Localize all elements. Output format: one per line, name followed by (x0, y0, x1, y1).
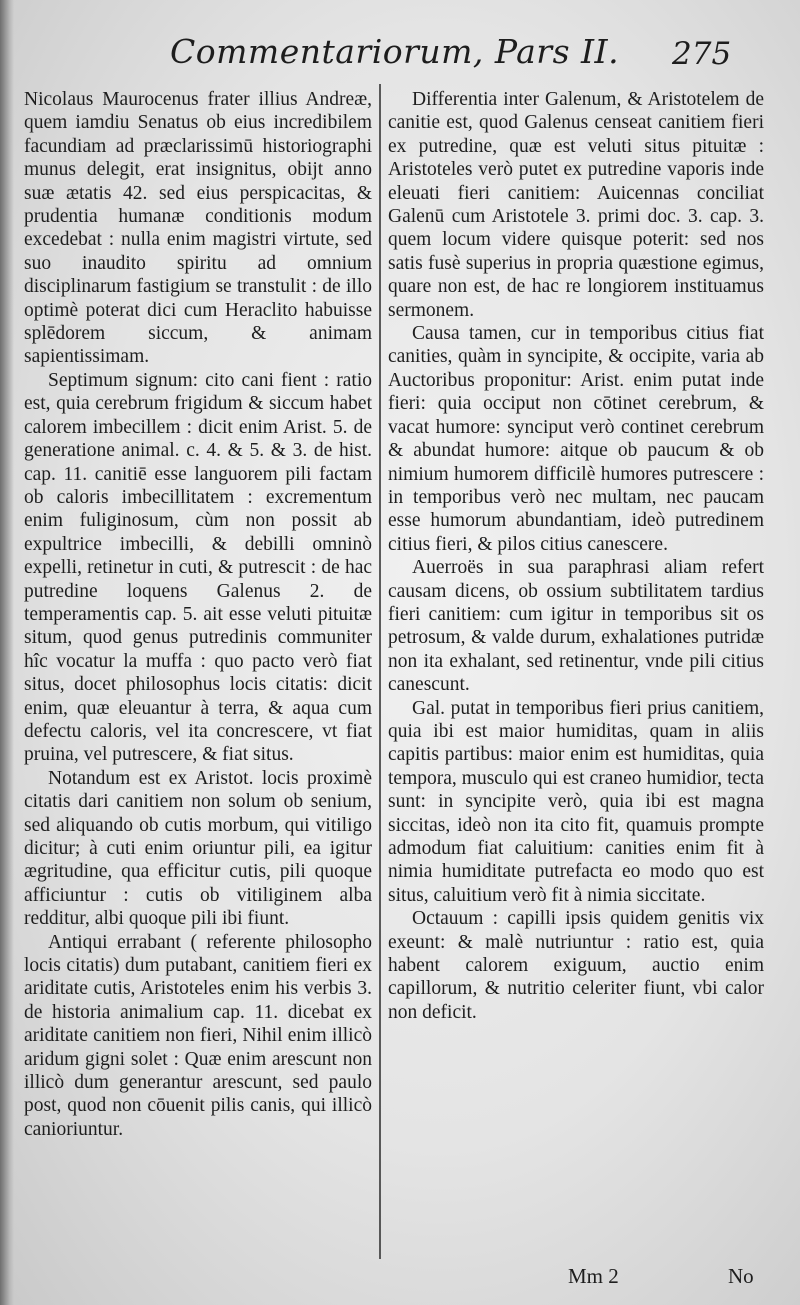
paragraph: Differentia inter Galenum, & Aristotelem de canitie est, quod Galenus censeat canitiem fieri ex putredine, quæ est veluti situs pituitæ : Aristoteles verò putet ex putredine vaporis inde eleuati fieri canitiem: Auicennas conciliat Galenū cum Aristotele 3. primi doc. 3. cap. 3. quem locum videre quisque poterit: sed nos satis fusè superius in propria quæstione egimus, quare non est, de hac re longiorem instituamus sermonem. (388, 89, 764, 321)
page-header (0, 30, 800, 90)
paragraph: Nicolaus Maurocenus frater illius Andreæ, quem iamdiu Senatus ob eius incredibilem facundiam ad præclarissimū historiographi munus delegit, erat insignitus, obijt anno suæ ætatis 42. sed eius perspicacitas, & prudentia humanæ conditionis modum excedebat : nulla enim magistri virtute, sed suo inaudito spiritu ad omnium disciplinarum fastigium se transtulit : de illo optimè poterat dici cum Heraclito habuisse splēdorem siccum, & animam sapientissimam. (24, 89, 372, 368)
paragraph: Notandum est ex Aristot. locis proximè citatis dari canitiem non solum ob senium, sed aliquando ob cutis morbum, qui vitiligo dicitur; à cuti enim oriuntur pili, ea igitur ægritudine, qua efficitur cutis, pili quoque afficiuntur : cutis ob vitiliginem alba redditur, albi quoque pili ibi fiunt. (24, 767, 372, 930)
paragraph: Septimum signum: cito cani fient : ratio est, quia cerebrum frigidum & siccum habet calorem imbecillem : dicit enim Arist. 5. de generatione animal. c. 4. & 5. & 3. de hist. cap. 11. canitiē esse languorem pili factam ob caloris imbecillitatem : excrementum enim fuliginosum, cùm non possit ab expultrice imbecilli, & debilli omninò expelli, retinetur in cuti, & putrescit : de hac putredine loquens Galenus 2. de temperamentis cap. 5. ait esse veluti pituitæ situm, quod genus putredinis communiter hîc vocatur la muffa : quo pacto verò fiat situs, docet philosophus locis citatis: dicit enim, quæ eleuantur à terra, & aqua cum defectu caloris, vel ita concrescere, vt fiat pruina, vel putrescere, & fiat situs. (24, 369, 372, 766)
signature-mark: Mm 2 (568, 1264, 619, 1288)
running-head: Commentariorum, Pars II. (170, 32, 620, 71)
right-column (388, 88, 764, 1024)
paragraph: Gal. putat in temporibus fieri prius canitiem, quia ibi est maior humiditas, quam in aliis capitis partibus: maior enim est humiditas, quia tempora, musculo qui est craneo humidior, tecta sunt: in syncipite verò, quia ibi est magna siccitas, ideò non ita cito fit, quamuis prompte admodum fiat caluitium: canities enim fit à nimia humiditate putrefacta eo modo quo est situs, caluitium verò fit à nimia siccitate. (388, 697, 764, 906)
binding-shadow (0, 0, 14, 1305)
left-column (24, 88, 372, 1141)
paragraph: Antiqui errabant ( referente philosopho locis citatis) dum putabant, canitiem fieri ex ariditate cutis, Aristoteles enim his verbis 3. de historia animalium cap. 11. dicebat ex ariditate canitiem non fieri, Nihil enim illicò aridum gigni solet : Quæ enim arescunt non illicò dum generantur arescunt, sed paulo post, quod non cōuenit pilis canis, qui illicò canioriuntur. (24, 931, 372, 1140)
catchword: No (728, 1264, 754, 1288)
paragraph: Causa tamen, cur in temporibus citius fiat canities, quàm in syncipite, & occipite, varia ab Auctoribus proponitur: Arist. enim putat inde fieri: quia occiput non cōtinet cerebrum, & vacat humore: synciput verò continet cerebrum & abundat humore: aitque ob paucum & ob nimium humorem difficilè humores putrescere : in temporibus verò nec multam, nec paucam esse humorum abundantiam, ideò putredinem citius fieri, & pilos citius canescere. (388, 323, 764, 555)
column-divider (379, 84, 381, 1259)
paragraph: Octauum : capilli ipsis quidem genitis vix exeunt: & malè nutriuntur : ratio est, quia habent calorem exiguum, auctio enim capillorum, & nutritio celeriter fiunt, vbi calor non deficit. (388, 908, 764, 1023)
paragraph: Auerroës in sua paraphrasi aliam refert causam dicens, ob ossium subtilitatem tardius fieri canitiem: cum igitur in temporibus sit os petrosum, & valde durum, exhalationes putridæ non ita exhalant, sed retinentur, vnde pili citius canescunt. (388, 557, 764, 696)
page-number: 275 (672, 36, 732, 72)
